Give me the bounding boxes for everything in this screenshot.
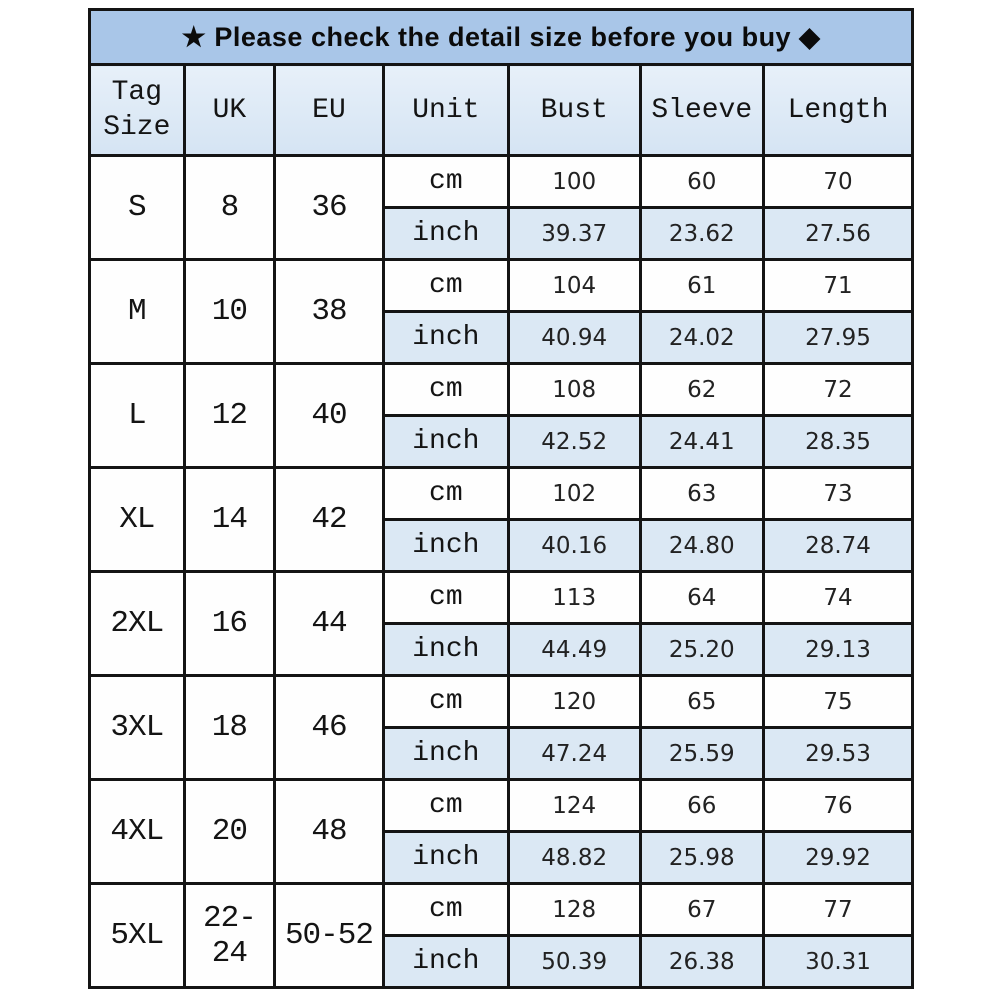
table-row-3xl-cm: [90, 676, 913, 728]
uk-cell: 18: [184, 676, 275, 780]
bust-cm-cell: 100: [508, 156, 640, 208]
sleeve-inch-cell: 25.20: [640, 624, 763, 676]
length-inch-cell: 28.74: [763, 520, 912, 572]
unit-inch-cell: inch: [383, 416, 508, 468]
size-cell: 4XL: [90, 780, 185, 884]
eu-cell: 40: [275, 364, 384, 468]
length-cm-cell: 72: [763, 364, 912, 416]
bust-inch-cell: 50.39: [508, 936, 640, 988]
size-cell: XL: [90, 468, 185, 572]
unit-cm-cell: cm: [383, 468, 508, 520]
col-header-eu: EU: [275, 65, 384, 156]
header-row: [90, 65, 913, 156]
bust-inch-cell: 48.82: [508, 832, 640, 884]
length-cm-cell: 70: [763, 156, 912, 208]
table-row-2xl-cm: [90, 572, 913, 624]
unit-inch-cell: inch: [383, 624, 508, 676]
col-header-bust: Bust: [508, 65, 640, 156]
sleeve-inch-cell: 26.38: [640, 936, 763, 988]
banner-row: [90, 10, 913, 65]
banner-notice: ★ Please check the detail size before you buy ◆: [90, 10, 913, 65]
unit-inch-cell: inch: [383, 520, 508, 572]
sleeve-cm-cell: 60: [640, 156, 763, 208]
sleeve-cm-cell: 65: [640, 676, 763, 728]
bust-cm-cell: 102: [508, 468, 640, 520]
length-cm-cell: 75: [763, 676, 912, 728]
table-row-s-cm: [90, 156, 913, 208]
table-row-5xl-cm: [90, 884, 913, 936]
size-cell: 2XL: [90, 572, 185, 676]
sleeve-inch-cell: 24.02: [640, 312, 763, 364]
eu-cell: 36: [275, 156, 384, 260]
length-cm-cell: 77: [763, 884, 912, 936]
unit-inch-cell: inch: [383, 832, 508, 884]
unit-inch-cell: inch: [383, 208, 508, 260]
sleeve-inch-cell: 24.80: [640, 520, 763, 572]
unit-cm-cell: cm: [383, 572, 508, 624]
unit-cm-cell: cm: [383, 156, 508, 208]
eu-cell: 38: [275, 260, 384, 364]
col-header-length: Length: [763, 65, 912, 156]
uk-cell: 8: [184, 156, 275, 260]
bust-cm-cell: 124: [508, 780, 640, 832]
bust-inch-cell: 40.94: [508, 312, 640, 364]
eu-cell: 50-52: [275, 884, 384, 988]
length-inch-cell: 28.35: [763, 416, 912, 468]
eu-cell: 46: [275, 676, 384, 780]
col-header-sleeve: Sleeve: [640, 65, 763, 156]
length-cm-cell: 73: [763, 468, 912, 520]
length-cm-cell: 76: [763, 780, 912, 832]
unit-cm-cell: cm: [383, 676, 508, 728]
size-cell: L: [90, 364, 185, 468]
length-inch-cell: 29.92: [763, 832, 912, 884]
bust-cm-cell: 128: [508, 884, 640, 936]
sleeve-inch-cell: 25.98: [640, 832, 763, 884]
length-inch-cell: 27.56: [763, 208, 912, 260]
eu-cell: 44: [275, 572, 384, 676]
table-row-l-cm: [90, 364, 913, 416]
bust-cm-cell: 108: [508, 364, 640, 416]
sleeve-cm-cell: 64: [640, 572, 763, 624]
table-row-m-cm: [90, 260, 913, 312]
unit-cm-cell: cm: [383, 884, 508, 936]
bust-inch-cell: 44.49: [508, 624, 640, 676]
uk-cell: 10: [184, 260, 275, 364]
unit-cm-cell: cm: [383, 780, 508, 832]
uk-cell: 16: [184, 572, 275, 676]
uk-cell: 12: [184, 364, 275, 468]
size-cell: S: [90, 156, 185, 260]
bust-inch-cell: 42.52: [508, 416, 640, 468]
eu-cell: 48: [275, 780, 384, 884]
size-cell: 5XL: [90, 884, 185, 988]
table-row-4xl-cm: [90, 780, 913, 832]
unit-cm-cell: cm: [383, 364, 508, 416]
sleeve-inch-cell: 23.62: [640, 208, 763, 260]
sleeve-cm-cell: 67: [640, 884, 763, 936]
size-cell: 3XL: [90, 676, 185, 780]
length-inch-cell: 30.31: [763, 936, 912, 988]
uk-cell: 22-24: [184, 884, 275, 988]
bust-inch-cell: 47.24: [508, 728, 640, 780]
sleeve-inch-cell: 24.41: [640, 416, 763, 468]
col-header-tag-size: Tag Size: [90, 65, 185, 156]
sleeve-cm-cell: 62: [640, 364, 763, 416]
col-header-unit: Unit: [383, 65, 508, 156]
bust-cm-cell: 104: [508, 260, 640, 312]
length-inch-cell: 29.53: [763, 728, 912, 780]
sleeve-inch-cell: 25.59: [640, 728, 763, 780]
bust-cm-cell: 113: [508, 572, 640, 624]
size-chart-table: [88, 8, 914, 989]
sleeve-cm-cell: 66: [640, 780, 763, 832]
sleeve-cm-cell: 61: [640, 260, 763, 312]
bust-cm-cell: 120: [508, 676, 640, 728]
bust-inch-cell: 39.37: [508, 208, 640, 260]
bust-inch-cell: 40.16: [508, 520, 640, 572]
table-row-xl-cm: [90, 468, 913, 520]
length-cm-cell: 71: [763, 260, 912, 312]
unit-inch-cell: inch: [383, 936, 508, 988]
length-inch-cell: 29.13: [763, 624, 912, 676]
unit-cm-cell: cm: [383, 260, 508, 312]
length-cm-cell: 74: [763, 572, 912, 624]
unit-inch-cell: inch: [383, 312, 508, 364]
length-inch-cell: 27.95: [763, 312, 912, 364]
size-cell: M: [90, 260, 185, 364]
uk-cell: 20: [184, 780, 275, 884]
sleeve-cm-cell: 63: [640, 468, 763, 520]
col-header-uk: UK: [184, 65, 275, 156]
eu-cell: 42: [275, 468, 384, 572]
unit-inch-cell: inch: [383, 728, 508, 780]
uk-cell: 14: [184, 468, 275, 572]
